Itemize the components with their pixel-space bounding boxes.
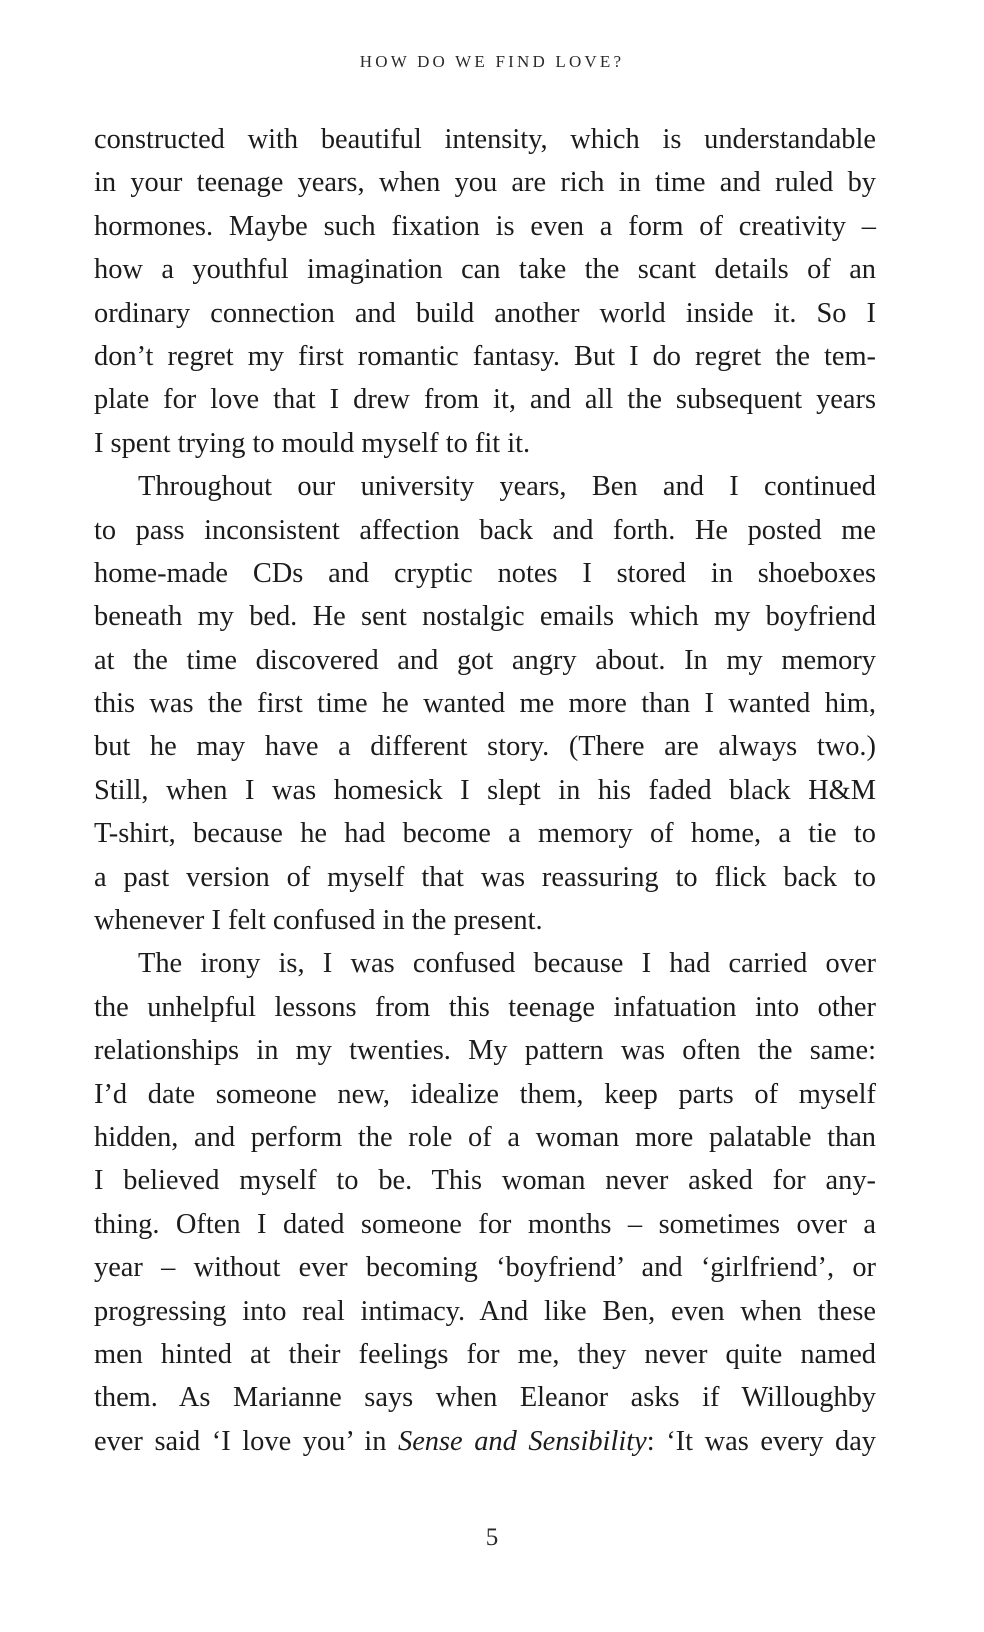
text-line: hormones. Maybe such fixation is even a form of creativity – bbox=[94, 210, 876, 242]
text-line: hidden, and perform the role of a woman more palatable than bbox=[94, 1121, 876, 1153]
text-line: how a youthful imagination can take the scant details of an bbox=[94, 254, 876, 286]
body-text bbox=[94, 118, 876, 1463]
text-line-final bbox=[94, 1420, 876, 1463]
text-line: Still, when I was homesick I slept in his faded black H&M bbox=[94, 774, 876, 806]
text-line: home-made CDs and cryptic notes I stored in shoeboxes bbox=[94, 557, 876, 589]
text-line: I’d date someone new, idealize them, keep parts of myself bbox=[94, 1078, 876, 1110]
text-line: plate for love that I drew from it, and all the subsequent years bbox=[94, 384, 876, 416]
text-line: whenever I felt confused in the present. bbox=[94, 905, 543, 937]
text-line: don’t regret my first romantic fantasy. But I do regret the tem- bbox=[94, 340, 876, 372]
running-head: HOW DO WE FIND LOVE? bbox=[359, 52, 625, 71]
text-line: I spent trying to mould myself to fit it. bbox=[94, 427, 531, 459]
text-line: beneath my bed. He sent nostalgic emails which my boyfriend bbox=[94, 601, 876, 633]
text-segment: ever said ‘I love you’ in bbox=[94, 1425, 398, 1457]
text-line: them. As Marianne says when Eleanor asks if Willoughby bbox=[94, 1382, 876, 1414]
text-line: ordinary connection and build another world inside it. So I bbox=[94, 297, 876, 329]
text-line: the unhelpful lessons from this teenage infatuation into other bbox=[94, 991, 876, 1023]
text-line: relationships in my twenties. My pattern was often the same: bbox=[94, 1035, 876, 1067]
text-line: at the time discovered and got angry about. In my memory bbox=[94, 644, 876, 676]
text-line: a past version of myself that was reassuring to flick back to bbox=[94, 861, 876, 893]
page-number: 5 bbox=[485, 1524, 499, 1551]
text-line: thing. Often I dated someone for months – sometimes over a bbox=[94, 1208, 876, 1240]
text-line: Throughout our university years, Ben and I continued bbox=[138, 471, 876, 503]
book-title: Sense and Sensibility bbox=[398, 1425, 647, 1457]
text-line: The irony is, I was confused because I had carried over bbox=[138, 948, 876, 980]
text-line: constructed with beautiful intensity, which is understandable bbox=[94, 124, 876, 155]
text-line: I believed myself to be. This woman never asked for any- bbox=[94, 1165, 876, 1197]
text-line: this was the first time he wanted me more than I wanted him, bbox=[94, 688, 876, 720]
text-line: to pass inconsistent affection back and forth. He posted me bbox=[94, 514, 876, 546]
text-line: progressing into real intimacy. And like Ben, even when these bbox=[94, 1295, 876, 1327]
text-line: but he may have a different story. (There are always two.) bbox=[94, 731, 876, 763]
text-line: in your teenage years, when you are rich in time and ruled by bbox=[94, 167, 876, 199]
text-line: T-shirt, because he had become a memory of home, a tie to bbox=[94, 818, 876, 850]
text-segment: : ‘It was every day bbox=[646, 1425, 876, 1457]
text-line: men hinted at their feelings for me, they never quite named bbox=[94, 1338, 876, 1370]
text-line: year – without ever becoming ‘boyfriend’ and ‘girlfriend’, or bbox=[94, 1252, 876, 1284]
